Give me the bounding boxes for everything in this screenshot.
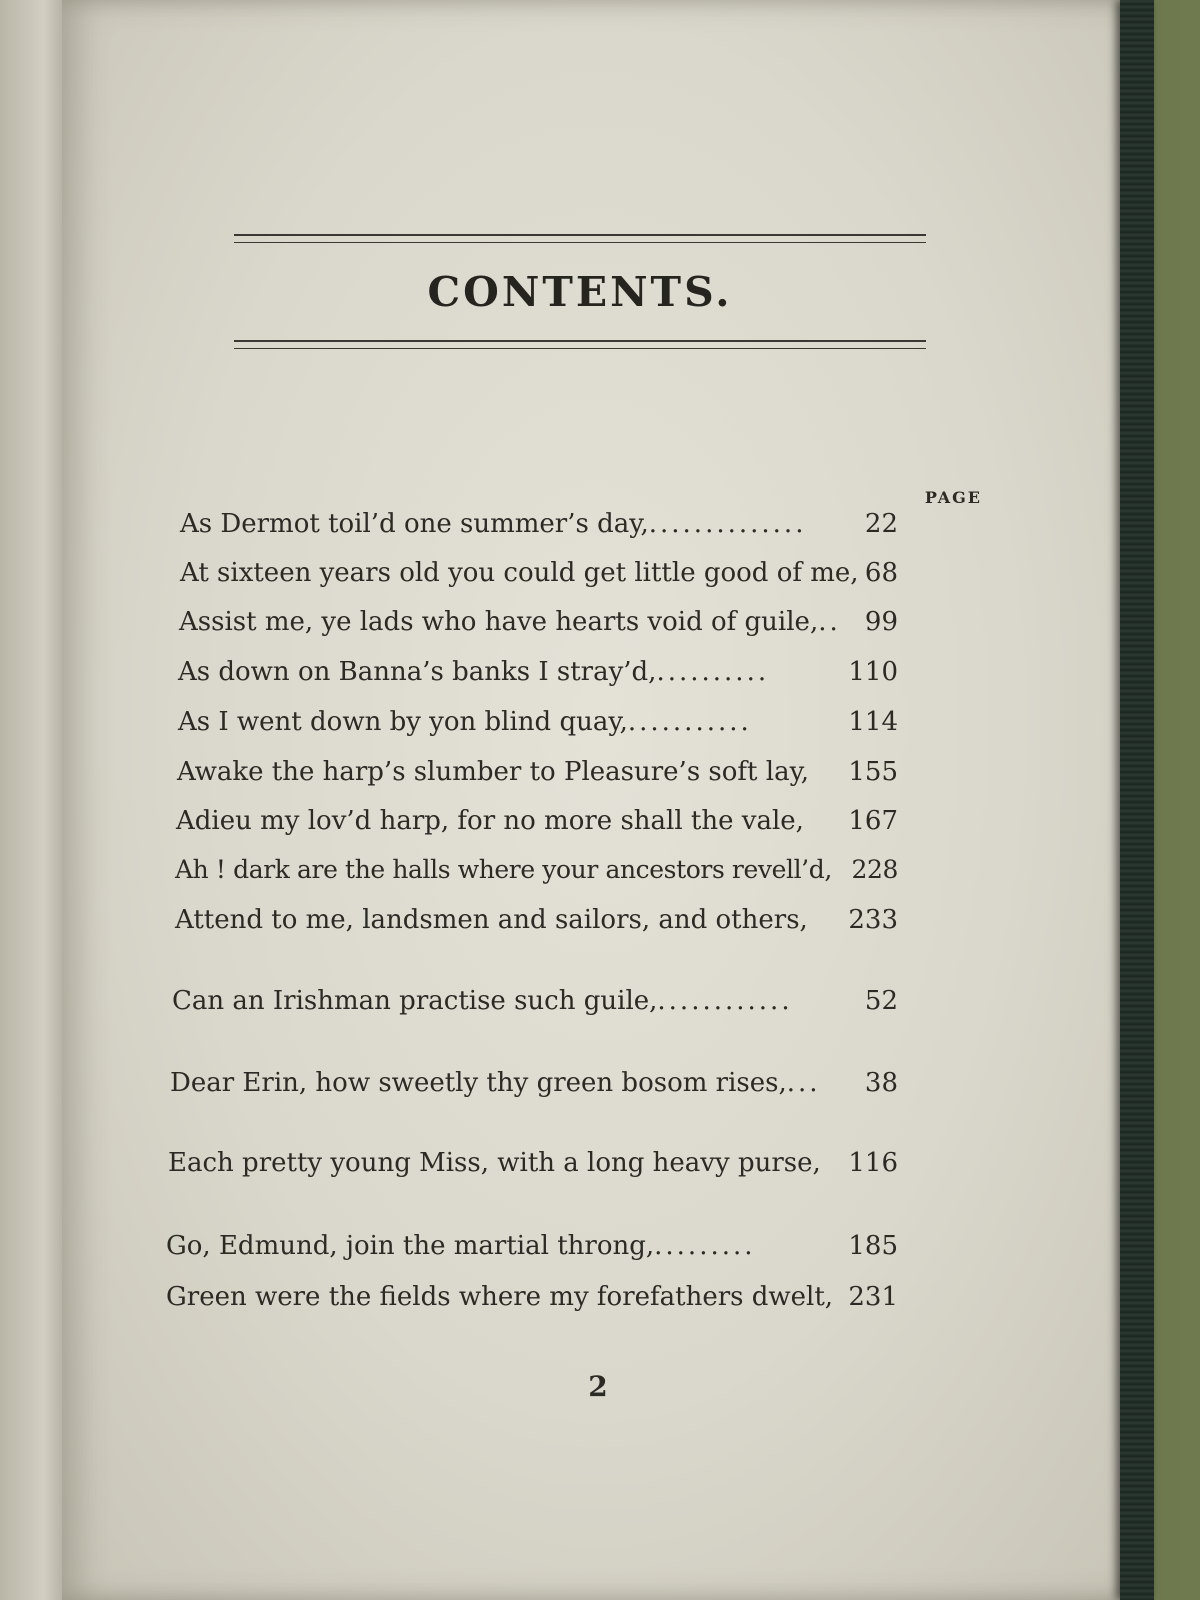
entry-leader-dots: .. — [818, 607, 841, 637]
contents-entry — [168, 1146, 898, 1180]
entry-page-number: 68 — [864, 558, 898, 588]
page-number: 2 — [588, 1370, 608, 1403]
entry-page-number: 228 — [851, 855, 898, 884]
contents-entry — [172, 984, 898, 1018]
entry-first-line: Adieu my lov’d harp, for no more shall the vale, — [176, 806, 804, 836]
entry-page-number: 38 — [864, 1068, 898, 1098]
entry-first-line: Go, Edmund, join the martial throng, — [166, 1231, 655, 1261]
entry-first-line: Ah ! dark are the halls where your ancestors revell’d, — [175, 855, 832, 884]
bottom-double-rule — [234, 340, 926, 349]
entry-leader-dots: ............ — [657, 986, 793, 1016]
contents-entry — [175, 853, 898, 887]
entry-leader-dots: ........... — [627, 707, 752, 737]
entry-page-number: 110 — [848, 657, 898, 687]
entry-first-line: As Dermot toil’d one summer’s day, — [180, 509, 649, 539]
entry-first-line: Awake the harp’s slumber to Pleasure’s soft lay, — [177, 757, 810, 787]
contents-entry — [180, 507, 898, 541]
entry-first-line: Dear Erin, how sweetly thy green bosom rises, — [170, 1068, 787, 1098]
entry-first-line: At sixteen years old you could get little good of me, — [180, 558, 859, 588]
contents-entry — [179, 605, 898, 639]
entry-page-number: 185 — [848, 1231, 898, 1261]
entry-leader-dots: ... — [786, 1068, 821, 1098]
entry-leader-dots: ......... — [654, 1231, 756, 1261]
entry-page-number: 22 — [864, 509, 898, 539]
book-page — [62, 0, 1134, 1600]
entry-first-line: As I went down by yon blind quay, — [178, 707, 628, 737]
entry-page-number: 231 — [848, 1282, 898, 1312]
entry-page-number: 155 — [848, 757, 898, 787]
entry-page-number: 116 — [848, 1148, 898, 1178]
entry-leader-dots: .............. — [648, 509, 807, 539]
contents-entry — [175, 903, 898, 937]
entry-first-line: As down on Banna’s banks I stray’d, — [178, 657, 657, 687]
entry-page-number: 233 — [848, 905, 898, 935]
contents-entry — [166, 1280, 898, 1314]
contents-entry — [166, 1229, 898, 1263]
entry-page-number: 99 — [864, 607, 898, 637]
top-double-rule — [234, 234, 926, 243]
contents-entry — [178, 705, 898, 739]
entry-page-number: 114 — [848, 707, 898, 737]
entry-first-line: Assist me, ye lads who have hearts void of guile, — [179, 607, 819, 637]
contents-entry — [180, 556, 898, 590]
contents-entry — [170, 1066, 898, 1100]
page-title: CONTENTS. — [427, 268, 733, 316]
entry-page-number: 167 — [848, 806, 898, 836]
entry-first-line: Attend to me, landsmen and sailors, and others, — [175, 905, 808, 935]
contents-entry — [178, 655, 898, 689]
page-column-label: PAGE — [924, 488, 982, 507]
book-cover-binding — [1120, 0, 1154, 1600]
entry-first-line: Can an Irishman practise such guile, — [172, 986, 658, 1016]
entry-leader-dots: .......... — [656, 657, 770, 687]
contents-entry — [177, 755, 898, 789]
contents-entry — [176, 804, 898, 838]
entry-page-number: 52 — [864, 986, 898, 1016]
entry-first-line: Each pretty young Miss, with a long heavy purse, — [168, 1148, 821, 1178]
entry-first-line: Green were the fields where my forefathers dwelt, — [166, 1282, 834, 1312]
